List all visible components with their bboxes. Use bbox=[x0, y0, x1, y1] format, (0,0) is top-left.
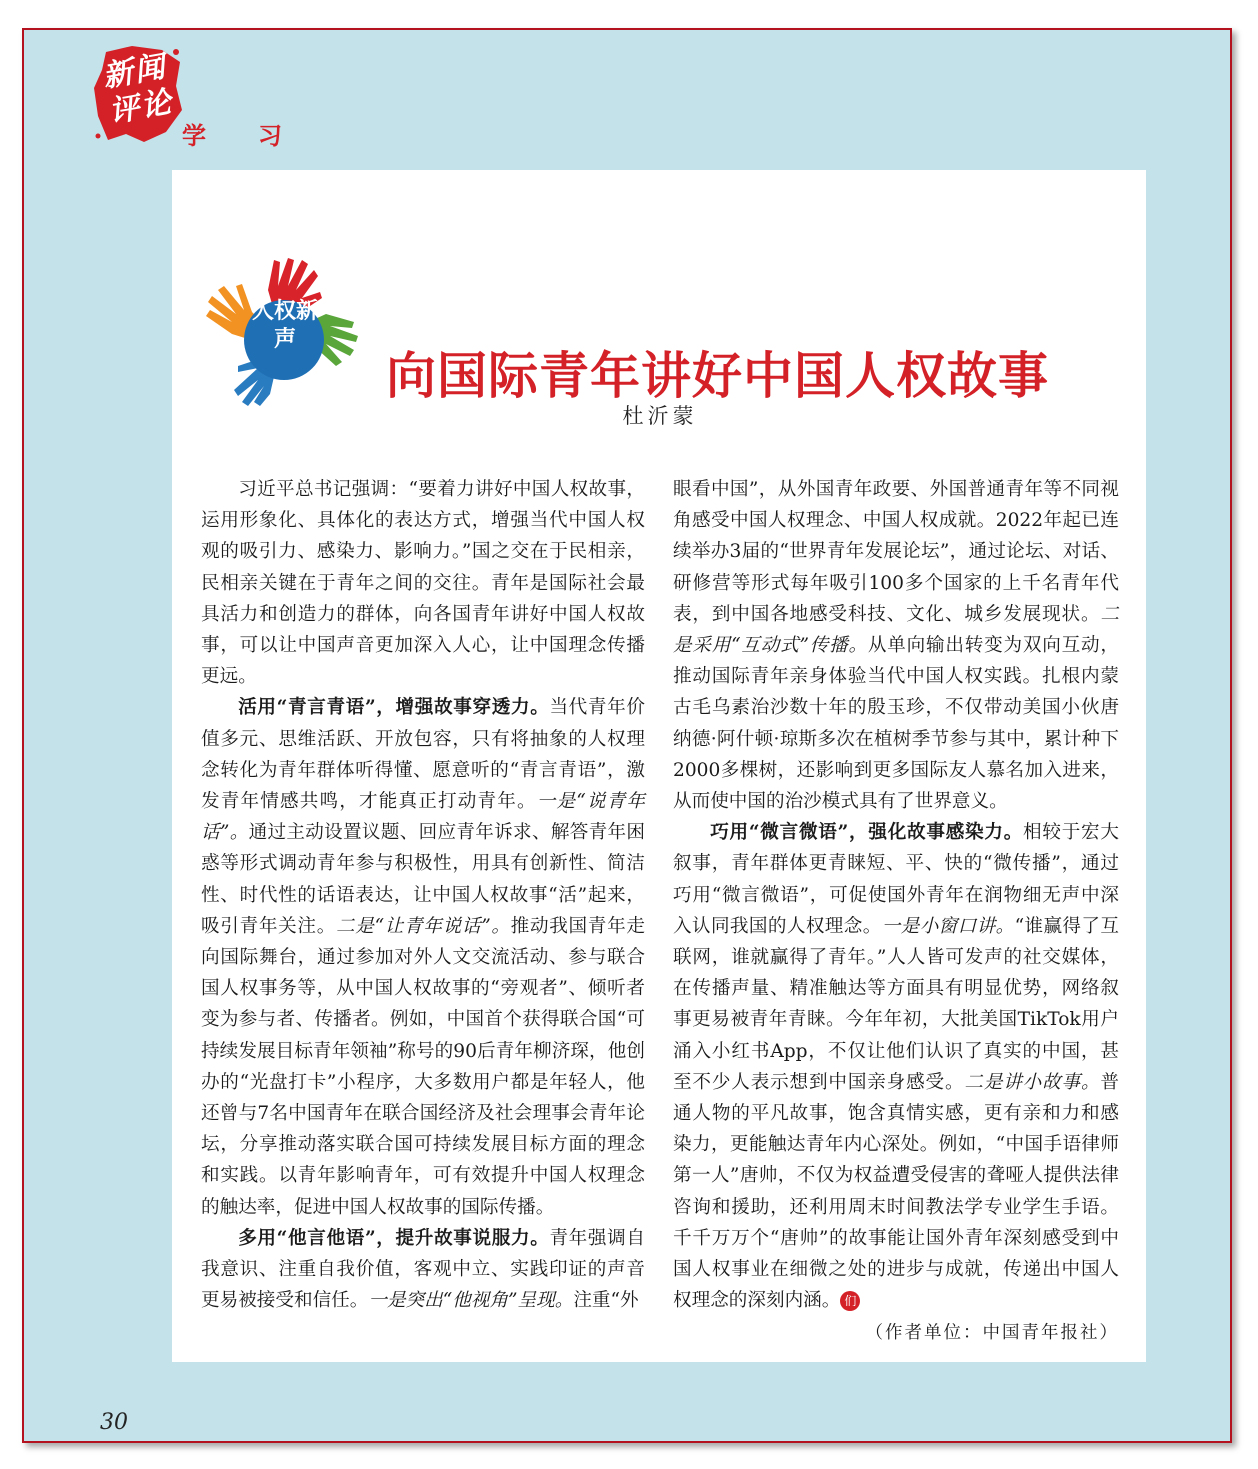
human-rights-emblem bbox=[198, 250, 364, 410]
author-affiliation: （作者单位：中国青年报社） bbox=[865, 1323, 1119, 1344]
emphasis-text: 一是“说青年话”。 bbox=[201, 791, 645, 844]
article-author: 杜沂蒙 bbox=[622, 404, 698, 428]
article-column-right bbox=[673, 474, 1119, 1350]
paragraph-text: 习近平总书记强调：“要着力讲好中国人权故事，运用形象化、具体化的表达方式，增强当代中国人权观的吸引力、感染力、影响力。”国之交在于民相亲，民相亲关键在于青年之间的交往。青年是国际社会最具活力和创造力的群体，向各国青年讲好中国人权故事，可以让中国声音更加深入人心，让中国理念传播更远。 bbox=[201, 479, 645, 688]
article-column-left bbox=[201, 474, 645, 1316]
page-number: 30 bbox=[100, 1410, 128, 1435]
paragraph-text: 眼看中国”，从外国青年政要、外国普通青年等不同视角感受中国人权理念、中国人权成就。2022年起已连续举办3届的“世界青年发展论坛”，通过论坛、对话、研修营等形式每年吸引100多个国家的上千名青年代表，到中国各地感受科技、文化、城乡发展现状。 bbox=[673, 479, 1119, 625]
emphasis-text: 一是小窗口讲。 bbox=[881, 915, 1015, 937]
paragraph-text: 推动我国青年走向国际舞台，通过参加对外人文交流活动、参与联合国人权事务等，从中国人权故事的“旁观者”、倾听者变为参与者、传播者。例如，中国首个获得联合国“可持续发展目标青年领袖”称号的90后青年柳济琛，他创办的“光盘打卡”小程序，大多数用户都是年轻人，他还曾与7名中国青年在联合国经济及社会理事会青年论坛，分享推动落实联合国可持续发展目标方面的理念和实践。以青年影响青年，可有效提升中国人权理念的触达率，促进中国人权故事的国际传播。 bbox=[201, 915, 645, 1218]
paragraph-text: 从单向输出转变为双向互动，推动国际青年亲身体验当代中国人权实践。扎根内蒙古毛乌素治沙数十年的殷玉珍，不仅带动美国小伙唐纳德·阿什顿·琼斯多次在植树季节参与其中，累计种下2000多棵树，还影响到更多国际友人慕名加入进来，从而使中国的治沙模式具有了世界意义。 bbox=[673, 635, 1119, 813]
paragraph-text: 普通人物的平凡故事，饱含真情实感，更有亲和力和感染力，更能触达青年内心深处。例如，“中国手语律师第一人”唐帅，不仅为权益遭受侵害的聋哑人提供法律咨询和援助，还利用周末时间教法学专业学生手语。千千万万个“唐帅”的故事能让国外青年深刻感受到中国人权事业在细微之处的进步与成就，传递出中国人权理念的深刻内涵。 bbox=[673, 1071, 1119, 1312]
emblem-text: 人权新声 bbox=[251, 299, 318, 352]
emphasis-text: 二是“让青年说话”。 bbox=[336, 915, 511, 937]
paragraph bbox=[201, 692, 645, 1222]
section-heading: 巧用“微言微语”，强化故事感染力。 bbox=[710, 822, 1024, 844]
brand-logo bbox=[92, 44, 184, 144]
paragraph-text: 注重“外 bbox=[573, 1290, 639, 1312]
paragraph bbox=[673, 474, 1119, 817]
section-heading: 活用“青言青语”，增强故事穿透力。 bbox=[238, 697, 550, 719]
end-mark-icon: 们 bbox=[840, 1291, 860, 1311]
paragraph-text: “谁赢得了互联网，谁就赢得了青年。”人人皆可发声的社交媒体，在传播声量、精准触达等方面具有明显优势，网络叙事更易被青年青睐。今年年初，大批美国TikTok用户涌入小红书App，不仅让他们认识了真实的中国，甚至不少人表示想到中国亲身感受。 bbox=[673, 915, 1119, 1093]
paragraph-text: 青年强调自我意识、注重自我价值，客观中立、实践印证的声音更易被接受和信任。 bbox=[201, 1227, 645, 1312]
brand-text: 新闻评论 bbox=[100, 48, 176, 131]
emphasis-text: 二是讲小故事。 bbox=[964, 1071, 1101, 1093]
paragraph bbox=[201, 1223, 645, 1317]
emphasis-text: 二是采用“互动式”传播。 bbox=[673, 603, 1119, 657]
paragraph-text: 通过主动设置议题、回应青年诉求、解答青年困惑等形式调动青年参与积极性，用具有创新性、简洁性、时代性的话语表达，让中国人权故事“活”起来，吸引青年关注。 bbox=[201, 822, 645, 937]
paragraph bbox=[201, 474, 645, 692]
section-label: 学习 bbox=[182, 122, 334, 150]
article-title: 向国际青年讲好中国人权故事 bbox=[386, 346, 1049, 405]
paragraph bbox=[673, 817, 1119, 1316]
paragraph-text: 当代青年价值多元、思维活跃、开放包容，只有将抽象的人权理念转化为青年群体听得懂、愿意听的“青言青语”，激发青年情感共鸣，才能真正打动青年。 bbox=[201, 697, 645, 813]
section-heading: 多用“他言他语”，提升故事说服力。 bbox=[238, 1227, 550, 1249]
emphasis-text: 一是突出“他视角”呈现。 bbox=[368, 1290, 574, 1312]
paragraph-text: 相较于宏大叙事，青年群体更青睐短、平、快的“微传播”，通过巧用“微言微语”，可促使国外青年在润物细无声中深入认同我国的人权理念。 bbox=[673, 822, 1119, 937]
